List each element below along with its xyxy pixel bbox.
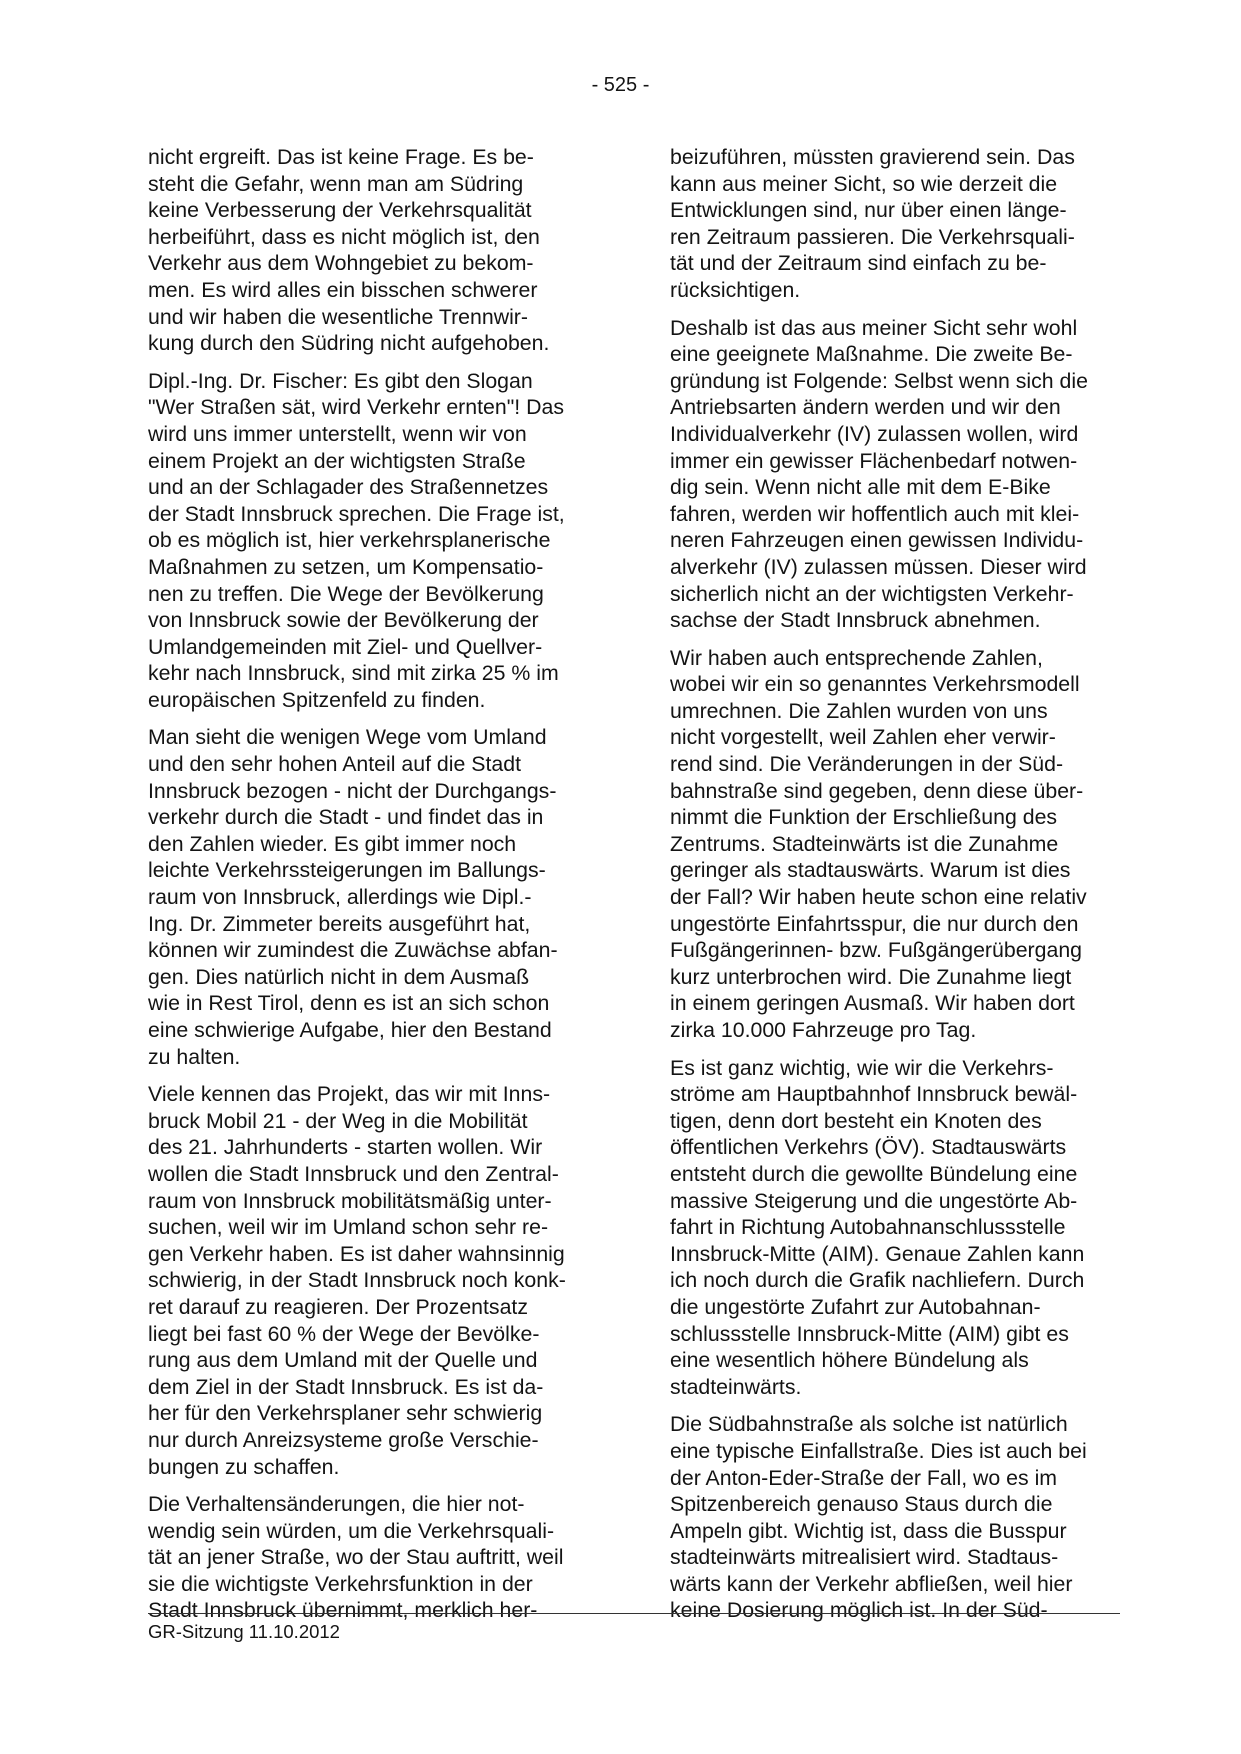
- text-line: Umlandgemeinden mit Ziel- und Quellver-: [148, 634, 543, 659]
- text-line: geringer als stadtauswärts. Warum ist dies: [670, 858, 1071, 883]
- text-line: steht die Gefahr, wenn man am Südring: [148, 171, 524, 196]
- text-line: gründung ist Folgende: Selbst wenn sich die: [670, 368, 1088, 393]
- text-line: umrechnen. Die Zahlen wurden von uns: [670, 698, 1048, 723]
- text-line: zirka 10.000 Fahrzeuge pro Tag.: [670, 1018, 977, 1042]
- text-line: eine wesentlich höhere Bündelung als: [670, 1348, 1029, 1373]
- text-line: eine typische Einfallstraße. Dies ist auch bei: [670, 1438, 1087, 1463]
- text-line: gen. Dies natürlich nicht in dem Ausmaß: [148, 964, 530, 989]
- text-line: wollen die Stadt Innsbruck und den Zentral-: [148, 1161, 559, 1186]
- text-line: ströme am Hauptbahnhof Innsbruck bewäl-: [670, 1082, 1078, 1107]
- text-line: wird uns immer unterstellt, wenn wir von: [148, 421, 527, 446]
- page-number: - 525 -: [591, 74, 650, 96]
- text-line: sicherlich nicht an der wichtigsten Verkehr-: [670, 581, 1074, 606]
- text-line: bungen zu schaffen.: [148, 1454, 340, 1479]
- paragraph: [670, 1411, 1122, 1624]
- text-line: entsteht durch die gewollte Bündelung eine: [670, 1161, 1078, 1186]
- text-line: bruck Mobil 21 - der Weg in die Mobilität: [148, 1108, 528, 1133]
- paragraph: [148, 368, 600, 714]
- paragraph: [670, 315, 1122, 634]
- text-line: her für den Verkehrsplaner sehr schwierig: [148, 1401, 543, 1426]
- text-line: raum von Innsbruck, allerdings wie Dipl.-: [148, 885, 532, 910]
- text-line: dig sein. Wenn nicht alle mit dem E-Bike: [670, 475, 1051, 500]
- text-line: nen zu treffen. Die Wege der Bevölkerung: [148, 581, 544, 606]
- text-line: rücksichtigen.: [670, 277, 801, 302]
- text-line: der Fall? Wir haben heute schon eine relativ: [670, 885, 1087, 910]
- text-line: nicht vorgestellt, weil Zahlen eher verwir-: [670, 725, 1056, 750]
- text-line: wendig sein würden, um die Verkehrsquali-: [148, 1518, 555, 1543]
- text-line: stadteinwärts.: [670, 1374, 802, 1399]
- text-line: eine geeignete Maßnahme. Die zweite Be-: [670, 342, 1073, 367]
- text-line: dem Ziel in der Stadt Innsbruck. Es ist da-: [148, 1374, 544, 1399]
- text-line: der Stadt Innsbruck sprechen. Die Frage ist,: [148, 501, 565, 526]
- paragraph: [148, 144, 600, 357]
- text-line: keine Verbesserung der Verkehrsqualität: [148, 198, 532, 223]
- text-line: kung durch den Südring nicht aufgehoben.: [148, 331, 550, 356]
- text-line: zu halten.: [148, 1044, 241, 1069]
- text-line: Die Südbahnstraße als solche ist natürlich: [670, 1412, 1068, 1437]
- text-line: wie in Rest Tirol, denn es ist an sich schon: [148, 991, 550, 1016]
- text-line: ret darauf zu reagieren. Der Prozentsatz: [148, 1294, 528, 1319]
- text-line: Verkehr aus dem Wohngebiet zu bekom-: [148, 251, 534, 276]
- text-line: europäischen Spitzenfeld zu finden.: [148, 687, 486, 712]
- text-line: schlussstelle Innsbruck-Mitte (AIM) gibt es: [670, 1321, 1069, 1346]
- text-line: Spitzenbereich genauso Staus durch die: [670, 1492, 1053, 1517]
- paragraph: [148, 1491, 600, 1624]
- text-line: einem Projekt an der wichtigsten Straße: [148, 448, 526, 473]
- text-line: nicht ergreift. Das ist keine Frage. Es be-: [148, 145, 534, 169]
- text-line: Innsbruck-Mitte (AIM). Genaue Zahlen kann: [670, 1241, 1085, 1266]
- text-line: und wir haben die wesentliche Trennwir-: [148, 304, 528, 329]
- text-line: Wir haben auch entsprechende Zahlen,: [670, 645, 1043, 670]
- text-line: stadteinwärts mitrealisiert wird. Stadtaus-: [670, 1545, 1059, 1570]
- paragraph: [148, 1081, 600, 1480]
- left-column: [148, 144, 600, 1635]
- text-line: liegt bei fast 60 % der Wege der Bevölke-: [148, 1321, 540, 1346]
- text-line: in einem geringen Ausmaß. Wir haben dort: [670, 991, 1075, 1016]
- text-line: ren Zeitraum passieren. Die Verkehrsquali-: [670, 224, 1075, 249]
- text-line: nimmt die Funktion der Erschließung des: [670, 805, 1058, 830]
- text-line: keine Dosierung möglich ist. In der Süd-: [670, 1598, 1048, 1623]
- text-line: rend sind. Die Veränderungen in der Süd-: [670, 752, 1064, 777]
- text-line: ungestörte Einfahrtsspur, die nur durch den: [670, 911, 1079, 936]
- text-line: beizuführen, müssten gravierend sein. Das: [670, 145, 1075, 169]
- text-line: Deshalb ist das aus meiner Sicht sehr wohl: [670, 315, 1078, 340]
- text-line: massive Steigerung und die ungestörte Ab-: [670, 1188, 1078, 1213]
- text-line: sachse der Stadt Innsbruck abnehmen.: [670, 608, 1041, 633]
- text-line: Ampeln gibt. Wichtig ist, dass die Busspur: [670, 1518, 1067, 1543]
- text-line: des 21. Jahrhunderts - starten wollen. Wir: [148, 1135, 543, 1160]
- text-line: men. Es wird alles ein bisschen schwerer: [148, 277, 538, 302]
- text-line: eine schwierige Aufgabe, hier den Bestand: [148, 1018, 552, 1042]
- text-line: Fußgängerinnen- bzw. Fußgängerübergang: [670, 938, 1083, 963]
- text-line: und den sehr hohen Anteil auf die Stadt: [148, 752, 521, 777]
- text-line: wobei wir ein so genanntes Verkehrsmodell: [670, 672, 1080, 697]
- text-line: tät und der Zeitraum sind einfach zu be-: [670, 251, 1047, 276]
- text-line: bahnstraße sind gegeben, denn diese über-: [670, 778, 1084, 803]
- text-line: rung aus dem Umland mit der Quelle und: [148, 1348, 538, 1373]
- paragraph: [148, 724, 600, 1070]
- text-line: tigen, denn dort besteht ein Knoten des: [670, 1108, 1042, 1133]
- text-line: ich noch durch die Grafik nachliefern. Durch: [670, 1268, 1085, 1293]
- text-line: Zentrums. Stadteinwärts ist die Zunahme: [670, 831, 1059, 856]
- text-line: Entwicklungen sind, nur über einen länge-: [670, 198, 1067, 223]
- footer-session-date: GR-Sitzung 11.10.2012: [148, 1621, 340, 1642]
- text-line: gen Verkehr haben. Es ist daher wahnsinnig: [148, 1241, 565, 1266]
- text-line: Dipl.-Ing. Dr. Fischer: Es gibt den Slogan: [148, 368, 533, 393]
- text-line: die ungestörte Zufahrt zur Autobahnan-: [670, 1294, 1041, 1319]
- text-line: öffentlichen Verkehrs (ÖV). Stadtauswärts: [670, 1135, 1067, 1160]
- text-line: und an der Schlagader des Straßennetzes: [148, 475, 549, 500]
- footer-divider: [148, 1613, 1120, 1614]
- text-line: fahren, werden wir hoffentlich auch mit klei-: [670, 501, 1080, 526]
- text-line: Es ist ganz wichtig, wie wir die Verkehrs-: [670, 1055, 1054, 1080]
- paragraph: [670, 645, 1122, 1044]
- text-line: nur durch Anreizsysteme große Verschie-: [148, 1427, 539, 1452]
- text-line: sie die wichtigste Verkehrsfunktion in der: [148, 1571, 533, 1596]
- text-line: raum von Innsbruck mobilitätsmäßig unter-: [148, 1188, 552, 1213]
- text-line: alverkehr (IV) zulassen müssen. Dieser wird: [670, 554, 1087, 579]
- text-line: den Zahlen wieder. Es gibt immer noch: [148, 831, 517, 856]
- text-line: Man sieht die wenigen Wege vom Umland: [148, 725, 547, 750]
- text-line: Viele kennen das Projekt, das wir mit Inns-: [148, 1082, 551, 1107]
- text-line: Maßnahmen zu setzen, um Kompensatio-: [148, 554, 544, 579]
- paragraph: [670, 1055, 1122, 1401]
- text-line: Ing. Dr. Zimmeter bereits ausgeführt hat,: [148, 911, 531, 936]
- text-line: kann aus meiner Sicht, so wie derzeit die: [670, 171, 1058, 196]
- text-line: der Anton-Eder-Straße der Fall, wo es im: [670, 1465, 1058, 1490]
- text-line: Stadt Innsbruck übernimmt, merklich her-: [148, 1598, 538, 1623]
- text-line: Individualverkehr (IV) zulassen wollen, wird: [670, 421, 1079, 446]
- text-line: ob es möglich ist, hier verkehrsplanerische: [148, 528, 551, 553]
- text-line: immer ein gewisser Flächenbedarf notwen-: [670, 448, 1078, 473]
- text-line: verkehr durch die Stadt - und findet das in: [148, 805, 544, 830]
- text-line: kurz unterbrochen wird. Die Zunahme liegt: [670, 964, 1072, 989]
- text-line: "Wer Straßen sät, wird Verkehr ernten"! Das: [148, 395, 564, 420]
- paragraph: [670, 144, 1122, 304]
- text-line: Innsbruck bezogen - nicht der Durchgangs-: [148, 778, 557, 803]
- text-line: kehr nach Innsbruck, sind mit zirka 25 % im: [148, 661, 559, 686]
- text-line: von Innsbruck sowie der Bevölkerung der: [148, 608, 539, 633]
- text-line: tät an jener Straße, wo der Stau auftritt, weil: [148, 1545, 564, 1570]
- text-line: schwierig, in der Stadt Innsbruck noch konk-: [148, 1268, 566, 1293]
- text-line: suchen, weil wir im Umland schon sehr re-: [148, 1215, 549, 1240]
- text-line: herbeiführt, dass es nicht möglich ist, den: [148, 224, 540, 249]
- text-line: Antriebsarten ändern werden und wir den: [670, 395, 1061, 420]
- text-line: neren Fahrzeugen einen gewissen Individu-: [670, 528, 1084, 553]
- text-line: wärts kann der Verkehr abfließen, weil hier: [670, 1571, 1073, 1596]
- text-line: leichte Verkehrssteigerungen im Ballungs-: [148, 858, 546, 883]
- text-line: können wir zumindest die Zuwächse abfan-: [148, 938, 558, 963]
- text-line: Die Verhaltensänderungen, die hier not-: [148, 1492, 525, 1517]
- right-column: [670, 144, 1122, 1635]
- text-line: fahrt in Richtung Autobahnanschlussstelle: [670, 1215, 1066, 1240]
